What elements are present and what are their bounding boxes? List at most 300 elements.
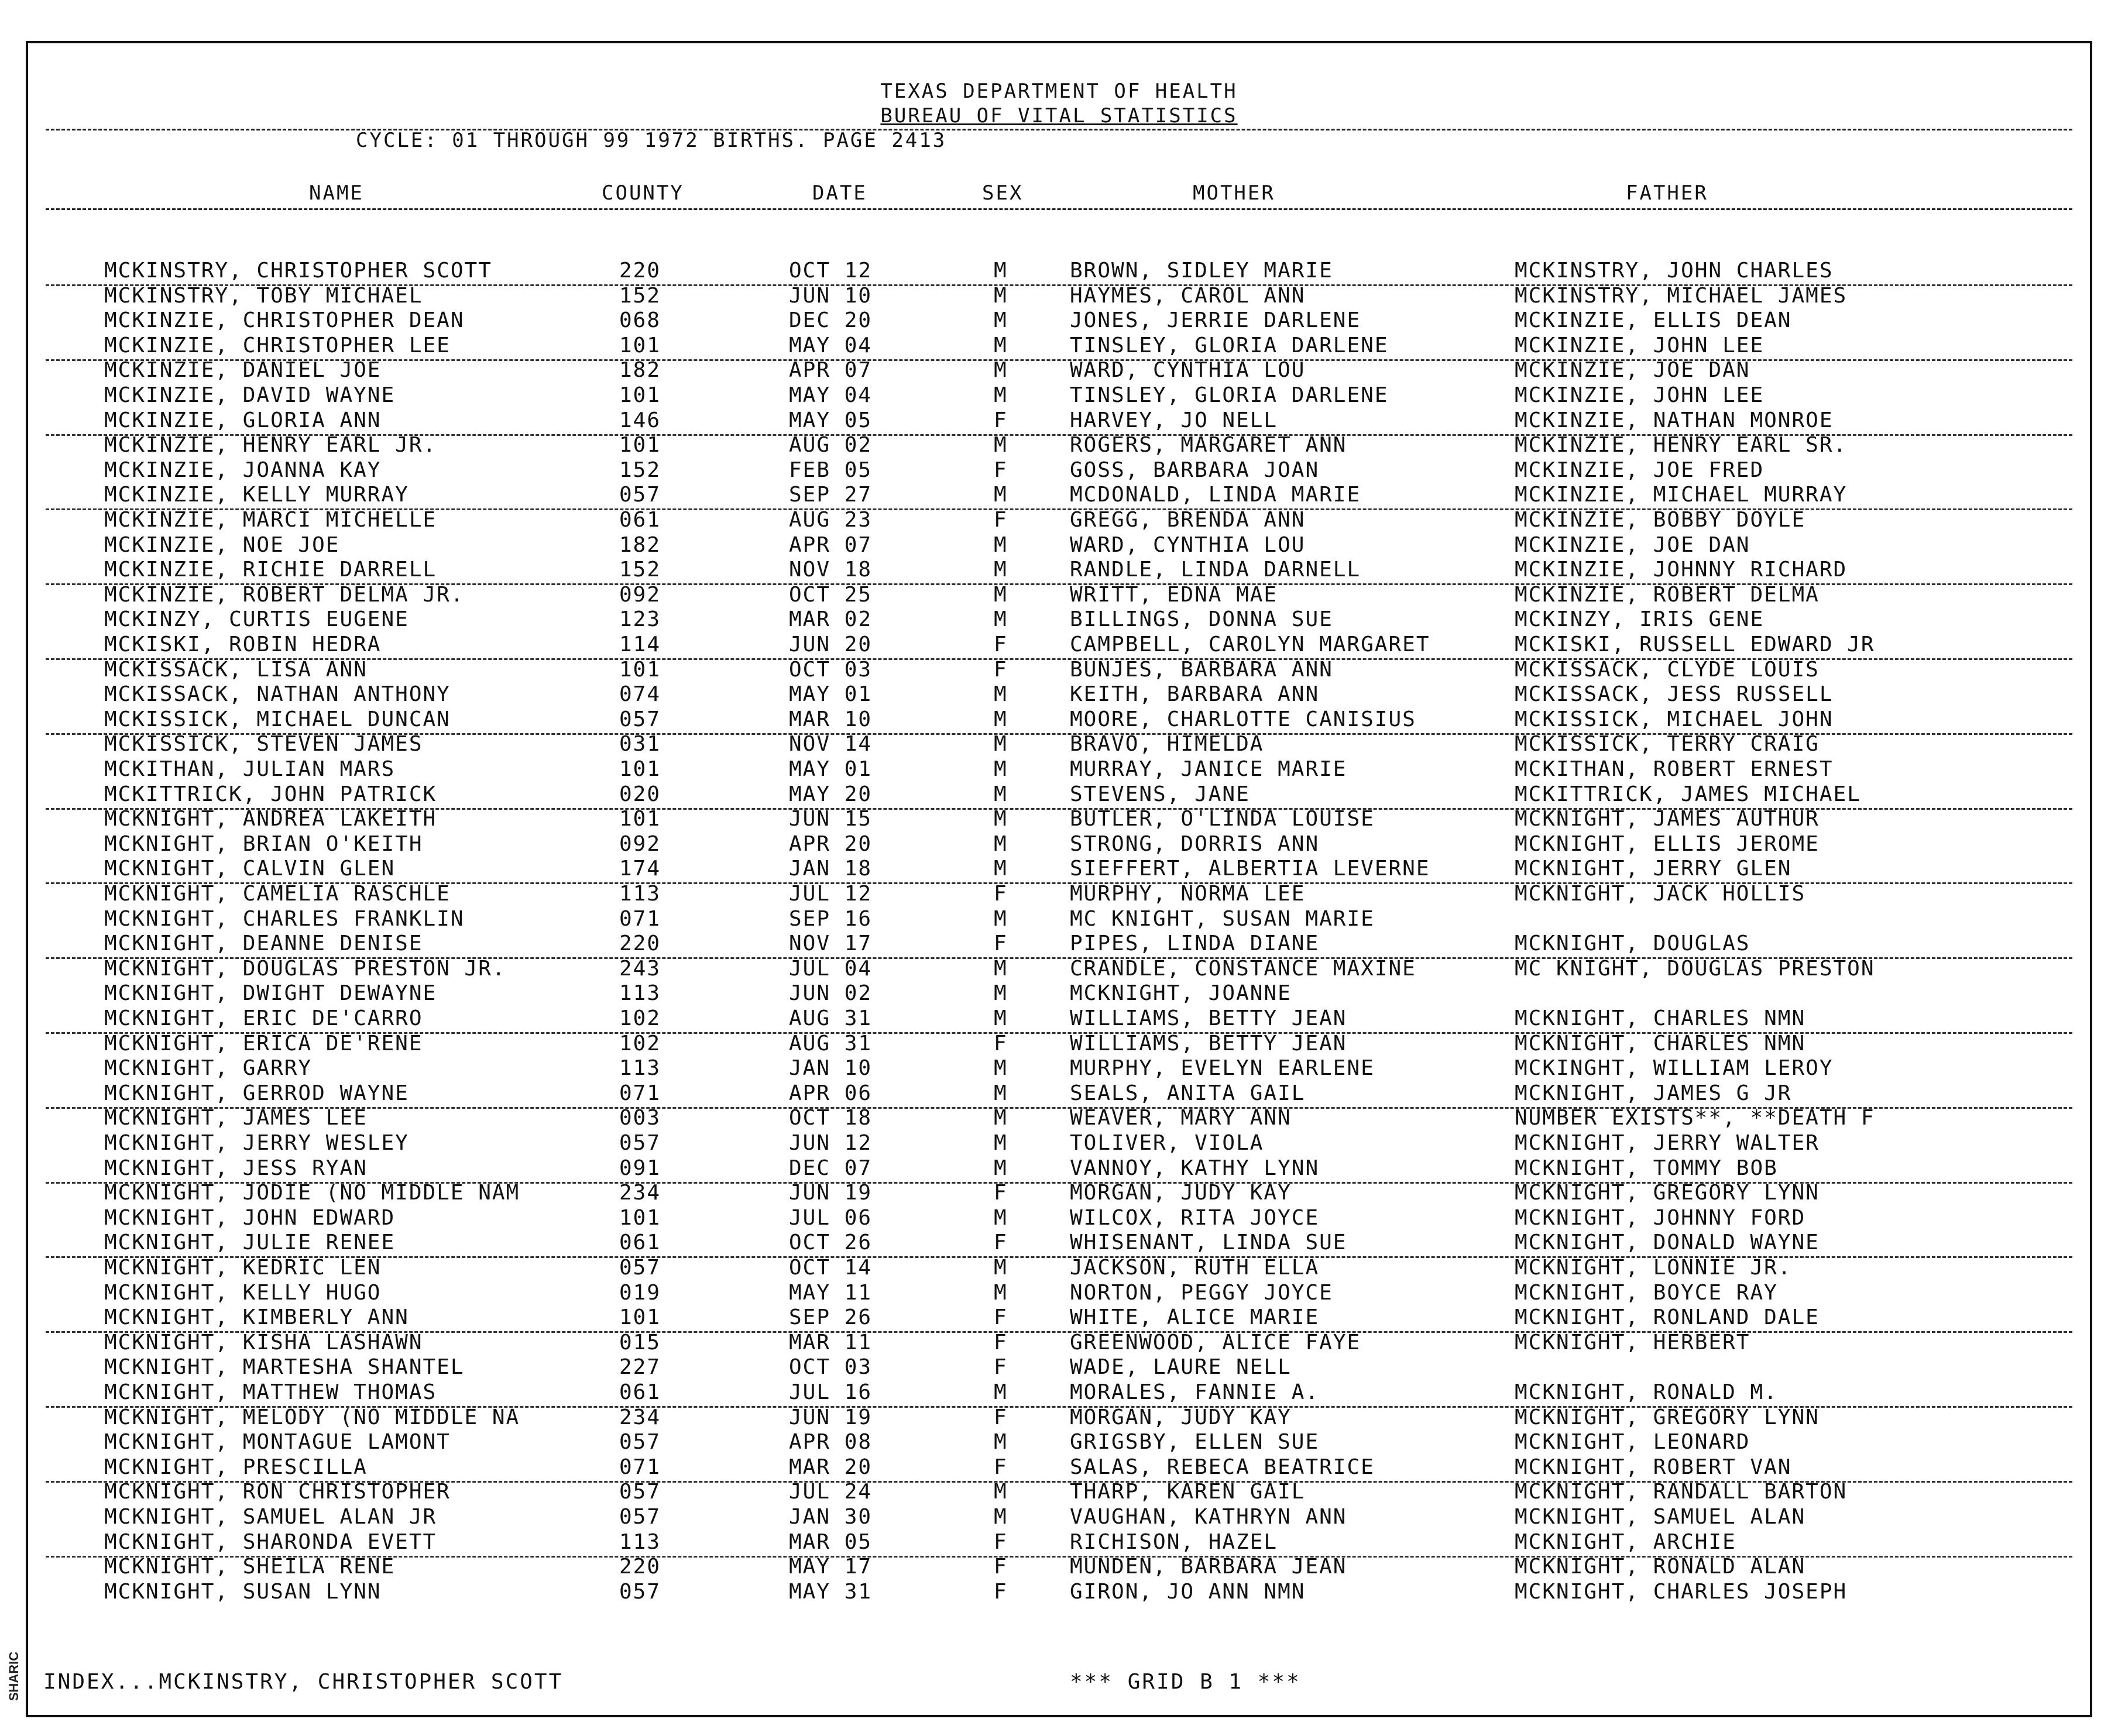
record-county: 102 <box>619 1031 661 1056</box>
record-father: MCKINGHT, WILLIAM LEROY <box>1515 1056 1834 1081</box>
record-date: MAY 01 <box>789 682 873 707</box>
record-date: JUL 06 <box>789 1205 873 1230</box>
record-county: 220 <box>619 1555 661 1579</box>
record-date: JAN 18 <box>789 857 873 881</box>
record-sex: M <box>994 831 1008 856</box>
record-name: MCKINZIE, ROBERT DELMA JR. <box>104 582 465 607</box>
record-mother: SIEFFERT, ALBERTIA LEVERNE <box>1070 857 1430 881</box>
record-sex: M <box>994 433 1008 458</box>
record-father: MCKINZY, IRIS GENE <box>1515 607 1765 632</box>
record-county: 057 <box>619 1480 661 1504</box>
record-sex: M <box>994 532 1008 557</box>
record-date: AUG 31 <box>789 1031 873 1056</box>
record-sex: M <box>994 1006 1008 1030</box>
record-name: MCKISSICK, STEVEN JAMES <box>104 732 423 757</box>
record-date: OCT 25 <box>789 582 873 607</box>
record-county: 057 <box>619 707 661 731</box>
record-father: MCKNIGHT, JERRY GLEN <box>1515 857 1792 881</box>
record-sex: F <box>994 1031 1008 1056</box>
column-header-sex: SEX <box>982 181 1024 205</box>
record-mother: TOLIVER, VIOLA <box>1070 1131 1264 1155</box>
record-name: MCKISSACK, LISA ANN <box>104 657 368 682</box>
record-sex: F <box>994 1330 1008 1355</box>
record-mother: WILLIAMS, BETTY JEAN <box>1070 1031 1347 1056</box>
record-date: OCT 03 <box>789 657 873 682</box>
record-date: MAR 10 <box>789 707 873 731</box>
report-bureau-title: BUREAU OF VITAL STATISTICS <box>880 104 1238 128</box>
record-date: APR 06 <box>789 1081 873 1105</box>
record-sex: F <box>994 1455 1008 1479</box>
scanner-stamp <box>2 1641 26 1711</box>
record-father: MCKNIGHT, RANDALL BARTON <box>1515 1480 1848 1504</box>
record-name: MCKINZIE, GLORIA ANN <box>104 408 382 432</box>
record-sex: M <box>994 807 1008 831</box>
record-date: JUN 19 <box>789 1405 873 1429</box>
record-mother: HAYMES, CAROL ANN <box>1070 283 1306 308</box>
record-county: 227 <box>619 1355 661 1380</box>
record-mother: JACKSON, RUTH ELLA <box>1070 1256 1320 1280</box>
record-county: 074 <box>619 682 661 707</box>
record-county: 101 <box>619 333 661 357</box>
record-name: MCKINSTRY, TOBY MICHAEL <box>104 283 423 308</box>
record-date: NOV 14 <box>789 732 873 757</box>
record-name: MCKINZIE, NOE JOE <box>104 532 340 557</box>
column-header-county: COUNTY <box>602 181 684 205</box>
record-father: MCKNIGHT, LEONARD <box>1515 1430 1750 1455</box>
record-mother: VAUGHAN, KATHRYN ANN <box>1070 1505 1347 1529</box>
record-county: 003 <box>619 1106 661 1130</box>
record-father: MCKINZIE, JOHN LEE <box>1515 333 1765 357</box>
record-mother: VANNOY, KATHY LYNN <box>1070 1156 1320 1180</box>
record-county: 071 <box>619 906 661 931</box>
record-father: MCKINZIE, HENRY EARL SR. <box>1515 433 1848 458</box>
record-mother: STEVENS, JANE <box>1070 782 1250 806</box>
record-name: MCKNIGHT, ERICA DE'RENE <box>104 1031 423 1056</box>
record-date: MAY 04 <box>789 333 873 357</box>
record-county: 101 <box>619 807 661 831</box>
record-mother: KEITH, BARBARA ANN <box>1070 682 1320 707</box>
record-date: MAY 31 <box>789 1579 873 1604</box>
record-sheet <box>26 41 2092 1717</box>
record-father: MCKINZIE, ROBERT DELMA <box>1515 582 1820 607</box>
record-sex: M <box>994 732 1008 757</box>
record-mother: MURPHY, EVELYN EARLENE <box>1070 1056 1375 1081</box>
record-mother: TINSLEY, GLORIA DARLENE <box>1070 333 1389 357</box>
record-sex: M <box>994 981 1008 1006</box>
record-county: 015 <box>619 1330 661 1355</box>
record-name: MCKNIGHT, SHEILA RENE <box>104 1555 396 1579</box>
record-name: MCKNIGHT, GARRY <box>104 1056 313 1081</box>
record-name: MCKNIGHT, SAMUEL ALAN JR <box>104 1505 437 1529</box>
record-name: MCKINZY, CURTIS EUGENE <box>104 607 409 632</box>
record-date: AUG 02 <box>789 433 873 458</box>
record-county: 091 <box>619 1156 661 1180</box>
header-divider <box>46 129 2072 130</box>
record-mother: BUTLER, O'LINDA LOUISE <box>1070 807 1375 831</box>
record-father: MCKINZIE, BOBBY DOYLE <box>1515 508 1806 532</box>
record-mother: BUNJES, BARBARA ANN <box>1070 657 1333 682</box>
record-name: MCKNIGHT, KIMBERLY ANN <box>104 1305 409 1330</box>
record-county: 092 <box>619 582 661 607</box>
record-father: MCKNIGHT, JOHNNY FORD <box>1515 1205 1806 1230</box>
record-sex: M <box>994 1106 1008 1130</box>
record-county: 101 <box>619 657 661 682</box>
record-mother: WARD, CYNTHIA LOU <box>1070 532 1306 557</box>
record-sex: M <box>994 1505 1008 1529</box>
record-father: MCKNIGHT, GREGORY LYNN <box>1515 1181 1820 1205</box>
record-date: JUN 02 <box>789 981 873 1006</box>
column-header-date: DATE <box>812 181 867 205</box>
column-header-father: FATHER <box>1626 181 1708 205</box>
record-father: MCKNIGHT, LONNIE JR. <box>1515 1256 1792 1280</box>
record-mother: WARD, CYNTHIA LOU <box>1070 358 1306 383</box>
record-sex: M <box>994 906 1008 931</box>
record-name: MCKINZIE, CHRISTOPHER DEAN <box>104 308 465 333</box>
record-date: OCT 03 <box>789 1355 873 1380</box>
record-county: 101 <box>619 383 661 407</box>
record-mother: WHITE, ALICE MARIE <box>1070 1305 1320 1330</box>
record-county: 020 <box>619 782 661 806</box>
record-date: DEC 20 <box>789 308 873 333</box>
record-date: JAN 10 <box>789 1056 873 1081</box>
record-name: MCKINZIE, JOANNA KAY <box>104 458 382 482</box>
record-sex: F <box>994 1579 1008 1604</box>
record-father: MCKINZIE, JOE DAN <box>1515 532 1750 557</box>
record-name: MCKITTRICK, JOHN PATRICK <box>104 782 437 806</box>
record-county: 101 <box>619 1305 661 1330</box>
record-name: MCKNIGHT, KISHA LASHAWN <box>104 1330 423 1355</box>
record-mother: MURRAY, JANICE MARIE <box>1070 757 1347 781</box>
record-date: JUN 20 <box>789 632 873 656</box>
record-sex: M <box>994 1480 1008 1504</box>
record-father: MCKINZIE, MICHAEL MURRAY <box>1515 483 1848 507</box>
record-date: OCT 12 <box>789 259 873 283</box>
record-mother: MC KNIGHT, SUSAN MARIE <box>1070 906 1375 931</box>
record-sex: M <box>994 1256 1008 1280</box>
record-date: NOV 17 <box>789 931 873 956</box>
record-sex: M <box>994 483 1008 507</box>
record-mother: MUNDEN, BARBARA JEAN <box>1070 1555 1347 1579</box>
record-date: OCT 26 <box>789 1230 873 1255</box>
record-mother: SALAS, REBECA BEATRICE <box>1070 1455 1375 1479</box>
record-date: FEB 05 <box>789 458 873 482</box>
record-date: JUN 19 <box>789 1181 873 1205</box>
record-sex: F <box>994 508 1008 532</box>
record-county: 057 <box>619 1430 661 1455</box>
record-county: 234 <box>619 1405 661 1429</box>
record-date: OCT 18 <box>789 1106 873 1130</box>
record-date: DEC 07 <box>789 1156 873 1180</box>
column-header-name: NAME <box>309 181 364 205</box>
record-date: APR 07 <box>789 532 873 557</box>
record-sex: F <box>994 1355 1008 1380</box>
record-father: MCKISSACK, CLYDE LOUIS <box>1515 657 1820 682</box>
record-sex: M <box>994 1430 1008 1455</box>
record-name: MCKNIGHT, CALVIN GLEN <box>104 857 396 881</box>
record-father: MCKITTRICK, JAMES MICHAEL <box>1515 782 1861 806</box>
record-sex: F <box>994 1405 1008 1429</box>
record-father: MCKNIGHT, CHARLES NMN <box>1515 1031 1806 1056</box>
record-date: APR 07 <box>789 358 873 383</box>
record-name: MCKNIGHT, DOUGLAS PRESTON JR. <box>104 956 506 981</box>
report-agency-title: TEXAS DEPARTMENT OF HEALTH <box>880 80 1238 103</box>
record-name: MCKISKI, ROBIN HEDRA <box>104 632 382 656</box>
record-sex: F <box>994 1181 1008 1205</box>
record-sex: M <box>994 383 1008 407</box>
record-date: AUG 23 <box>789 508 873 532</box>
scanner-stamp-text: SHARIC <box>6 1651 21 1701</box>
record-sex: F <box>994 931 1008 956</box>
record-name: MCKNIGHT, BRIAN O'KEITH <box>104 831 423 856</box>
record-name: MCKINZIE, DANIEL JOE <box>104 358 382 383</box>
record-county: 113 <box>619 981 661 1006</box>
record-sex: M <box>994 1156 1008 1180</box>
record-name: MCKISSACK, NATHAN ANTHONY <box>104 682 451 707</box>
record-mother: GOSS, BARBARA JOAN <box>1070 458 1320 482</box>
record-name: MCKNIGHT, CHARLES FRANKLIN <box>104 906 465 931</box>
record-mother: RICHISON, HAZEL <box>1070 1529 1278 1554</box>
record-name: MCKNIGHT, MELODY (NO MIDDLE NA <box>104 1405 520 1429</box>
record-father: MCKNIGHT, JAMES AUTHUR <box>1515 807 1820 831</box>
record-county: 057 <box>619 1579 661 1604</box>
record-father: MCKNIGHT, TOMMY BOB <box>1515 1156 1778 1180</box>
record-county: 071 <box>619 1081 661 1105</box>
record-mother: GREENWOOD, ALICE FAYE <box>1070 1330 1361 1355</box>
record-name: MCKNIGHT, ERIC DE'CARRO <box>104 1006 423 1030</box>
record-sex: M <box>994 308 1008 333</box>
record-name: MCKNIGHT, KELLY HUGO <box>104 1280 382 1305</box>
record-date: SEP 16 <box>789 906 873 931</box>
record-sex: M <box>994 259 1008 283</box>
record-sex: F <box>994 1529 1008 1554</box>
record-name: MCKNIGHT, MARTESHA SHANTEL <box>104 1355 465 1380</box>
record-name: MCKNIGHT, DEANNE DENISE <box>104 931 423 956</box>
cycle-page-line: CYCLE: 01 THROUGH 99 1972 BIRTHS. PAGE 2413 <box>356 129 947 152</box>
record-sex: M <box>994 558 1008 582</box>
record-father: MCKITHAN, ROBERT ERNEST <box>1515 757 1834 781</box>
record-county: 113 <box>619 882 661 906</box>
record-sex: M <box>994 682 1008 707</box>
record-father: MCKISSACK, JESS RUSSELL <box>1515 682 1834 707</box>
record-sex: F <box>994 632 1008 656</box>
record-county: 146 <box>619 408 661 432</box>
record-county: 102 <box>619 1006 661 1030</box>
record-father: MCKNIGHT, RONALD M. <box>1515 1380 1778 1404</box>
record-county: 220 <box>619 259 661 283</box>
record-county: 114 <box>619 632 661 656</box>
record-father: MCKINZIE, NATHAN MONROE <box>1515 408 1834 432</box>
record-name: MCKINZIE, MARCI MICHELLE <box>104 508 437 532</box>
index-footer: INDEX...MCKINSTRY, CHRISTOPHER SCOTT <box>43 1670 564 1694</box>
record-mother: GIRON, JO ANN NMN <box>1070 1579 1306 1604</box>
record-sex: M <box>994 1056 1008 1081</box>
record-date: SEP 27 <box>789 483 873 507</box>
record-name: MCKNIGHT, ANDREA LAKEITH <box>104 807 437 831</box>
record-date: MAY 17 <box>789 1555 873 1579</box>
record-sex: M <box>994 1280 1008 1305</box>
record-county: 101 <box>619 757 661 781</box>
record-county: 061 <box>619 1230 661 1255</box>
record-mother: HARVEY, JO NELL <box>1070 408 1278 432</box>
record-mother: NORTON, PEGGY JOYCE <box>1070 1280 1333 1305</box>
record-date: JUN 10 <box>789 283 873 308</box>
record-date: MAR 11 <box>789 1330 873 1355</box>
record-county: 101 <box>619 1205 661 1230</box>
record-father: MCKNIGHT, DOUGLAS <box>1515 931 1750 956</box>
record-mother: MORGAN, JUDY KAY <box>1070 1405 1292 1429</box>
record-sex: M <box>994 358 1008 383</box>
record-name: MCKINSTRY, CHRISTOPHER SCOTT <box>104 259 492 283</box>
column-header-mother: MOTHER <box>1193 181 1275 205</box>
record-date: JUL 12 <box>789 882 873 906</box>
record-date: APR 20 <box>789 831 873 856</box>
record-name: MCKNIGHT, RON CHRISTOPHER <box>104 1480 451 1504</box>
record-date: JUN 15 <box>789 807 873 831</box>
record-county: 113 <box>619 1529 661 1554</box>
record-mother: BROWN, SIDLEY MARIE <box>1070 259 1333 283</box>
record-father: MCKNIGHT, JERRY WALTER <box>1515 1131 1820 1155</box>
record-county: 174 <box>619 857 661 881</box>
record-mother: MURPHY, NORMA LEE <box>1070 882 1306 906</box>
record-date: MAR 20 <box>789 1455 873 1479</box>
record-county: 057 <box>619 1256 661 1280</box>
column-header-divider <box>46 208 2072 210</box>
record-name: MCKNIGHT, SHARONDA EVETT <box>104 1529 437 1554</box>
record-sex: F <box>994 1230 1008 1255</box>
record-sex: M <box>994 1131 1008 1155</box>
record-date: SEP 26 <box>789 1305 873 1330</box>
record-name: MCKINZIE, CHRISTOPHER LEE <box>104 333 451 357</box>
record-date: MAR 05 <box>789 1529 873 1554</box>
record-name: MCKNIGHT, KEDRIC LEN <box>104 1256 382 1280</box>
record-sex: F <box>994 1555 1008 1579</box>
record-father: MCKNIGHT, CHARLES JOSEPH <box>1515 1579 1848 1604</box>
record-county: 234 <box>619 1181 661 1205</box>
record-mother: MOORE, CHARLOTTE CANISIUS <box>1070 707 1416 731</box>
record-sex: M <box>994 607 1008 632</box>
record-sex: M <box>994 283 1008 308</box>
record-mother: ROGERS, MARGARET ANN <box>1070 433 1347 458</box>
record-sex: M <box>994 1081 1008 1105</box>
record-county: 057 <box>619 1131 661 1155</box>
record-county: 061 <box>619 508 661 532</box>
record-father: MCKINZIE, JOHN LEE <box>1515 383 1765 407</box>
record-sex: M <box>994 1205 1008 1230</box>
record-name: MCKNIGHT, PRESCILLA <box>104 1455 368 1479</box>
record-county: 031 <box>619 732 661 757</box>
record-father: MCKNIGHT, ELLIS JEROME <box>1515 831 1820 856</box>
record-county: 092 <box>619 831 661 856</box>
record-mother: WRITT, EDNA MAE <box>1070 582 1278 607</box>
record-father: MCKNIGHT, RONALD ALAN <box>1515 1555 1806 1579</box>
record-county: 068 <box>619 308 661 333</box>
record-mother: GREGG, BRENDA ANN <box>1070 508 1306 532</box>
record-name: MCKNIGHT, GERROD WAYNE <box>104 1081 409 1105</box>
record-mother: STRONG, DORRIS ANN <box>1070 831 1320 856</box>
record-sex: M <box>994 1380 1008 1404</box>
record-name: MCKNIGHT, SUSAN LYNN <box>104 1579 382 1604</box>
record-father: MCKNIGHT, JAMES G JR <box>1515 1081 1792 1105</box>
record-name: MCKITHAN, JULIAN MARS <box>104 757 396 781</box>
record-county: 182 <box>619 358 661 383</box>
record-date: JUL 16 <box>789 1380 873 1404</box>
record-sex: M <box>994 707 1008 731</box>
record-father: MCKNIGHT, JACK HOLLIS <box>1515 882 1806 906</box>
record-father: MCKINSTRY, MICHAEL JAMES <box>1515 283 1848 308</box>
record-mother: MORALES, FANNIE A. <box>1070 1380 1320 1404</box>
record-mother: TINSLEY, GLORIA DARLENE <box>1070 383 1389 407</box>
record-date: MAY 05 <box>789 408 873 432</box>
record-father: MCKINZIE, JOHNNY RICHARD <box>1515 558 1848 582</box>
record-mother: WILLIAMS, BETTY JEAN <box>1070 1006 1347 1030</box>
record-mother: BRAVO, HIMELDA <box>1070 732 1264 757</box>
record-mother: THARP, KAREN GAIL <box>1070 1480 1306 1504</box>
record-mother: CRANDLE, CONSTANCE MAXINE <box>1070 956 1416 981</box>
record-date: APR 08 <box>789 1430 873 1455</box>
record-date: MAY 04 <box>789 383 873 407</box>
record-county: 101 <box>619 433 661 458</box>
record-father: MCKNIGHT, SAMUEL ALAN <box>1515 1505 1806 1529</box>
record-county: 182 <box>619 532 661 557</box>
record-mother: WILCOX, RITA JOYCE <box>1070 1205 1320 1230</box>
record-name: MCKINZIE, DAVID WAYNE <box>104 383 396 407</box>
record-name: MCKNIGHT, JULIE RENEE <box>104 1230 396 1255</box>
record-sex: M <box>994 956 1008 981</box>
record-mother: JONES, JERRIE DARLENE <box>1070 308 1361 333</box>
record-date: AUG 31 <box>789 1006 873 1030</box>
record-father: MCKISKI, RUSSELL EDWARD JR <box>1515 632 1875 656</box>
record-county: 152 <box>619 283 661 308</box>
record-name: MCKNIGHT, JOHN EDWARD <box>104 1205 396 1230</box>
record-father: MCKINZIE, JOE FRED <box>1515 458 1765 482</box>
record-mother: MCKNIGHT, JOANNE <box>1070 981 1292 1006</box>
record-father: MCKISSICK, MICHAEL JOHN <box>1515 707 1834 731</box>
record-name: MCKNIGHT, JODIE (NO MIDDLE NAM <box>104 1181 520 1205</box>
record-name: MCKINZIE, RICHIE DARRELL <box>104 558 437 582</box>
record-sex: F <box>994 408 1008 432</box>
record-mother: RANDLE, LINDA DARNELL <box>1070 558 1361 582</box>
record-date: NOV 18 <box>789 558 873 582</box>
record-county: 113 <box>619 1056 661 1081</box>
record-father: MCKNIGHT, BOYCE RAY <box>1515 1280 1778 1305</box>
record-name: MCKNIGHT, DWIGHT DEWAYNE <box>104 981 437 1006</box>
record-county: 243 <box>619 956 661 981</box>
record-father: MCKNIGHT, ROBERT VAN <box>1515 1455 1792 1479</box>
record-father: MCKISSICK, TERRY CRAIG <box>1515 732 1820 757</box>
record-sex: F <box>994 458 1008 482</box>
record-father: NUMBER EXISTS**, **DEATH F <box>1515 1106 1875 1130</box>
record-date: JUL 04 <box>789 956 873 981</box>
record-name: MCKNIGHT, JERRY WESLEY <box>104 1131 409 1155</box>
record-sex: F <box>994 1305 1008 1330</box>
record-mother: SEALS, ANITA GAIL <box>1070 1081 1306 1105</box>
record-father: MCKNIGHT, CHARLES NMN <box>1515 1006 1806 1030</box>
record-county: 152 <box>619 558 661 582</box>
record-name: MCKNIGHT, JAMES LEE <box>104 1106 368 1130</box>
record-father: MCKINZIE, ELLIS DEAN <box>1515 308 1792 333</box>
record-sex: M <box>994 782 1008 806</box>
record-mother: WEAVER, MARY ANN <box>1070 1106 1292 1130</box>
record-date: JUL 24 <box>789 1480 873 1504</box>
record-county: 220 <box>619 931 661 956</box>
record-father: MCKNIGHT, RONLAND DALE <box>1515 1305 1820 1330</box>
record-county: 152 <box>619 458 661 482</box>
record-name: MCKINZIE, HENRY EARL JR. <box>104 433 437 458</box>
record-county: 071 <box>619 1455 661 1479</box>
record-mother: BILLINGS, DONNA SUE <box>1070 607 1333 632</box>
record-mother: MORGAN, JUDY KAY <box>1070 1181 1292 1205</box>
record-sex: F <box>994 882 1008 906</box>
